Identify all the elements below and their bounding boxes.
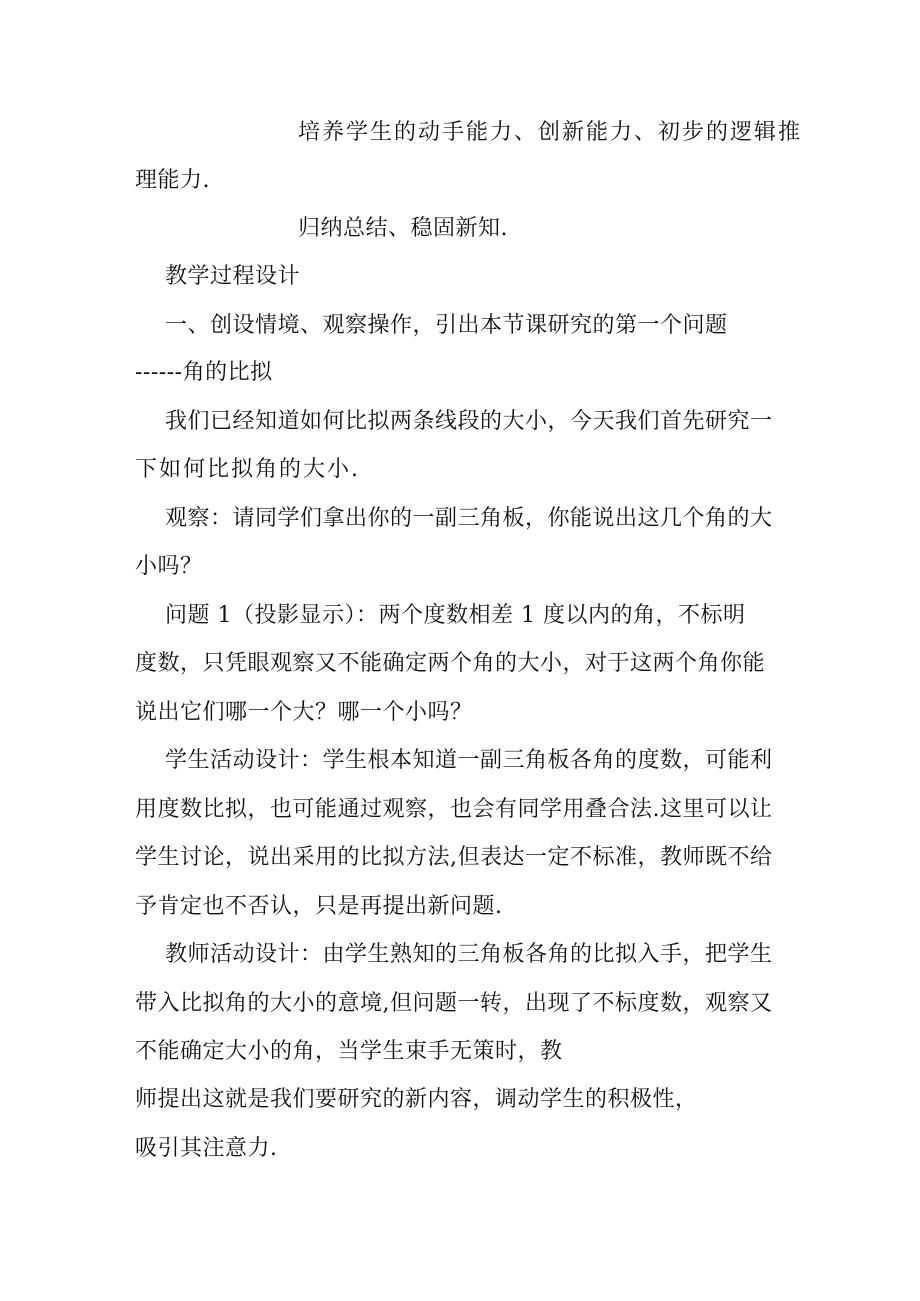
- text-line-12: 度数，只凭眼观察又不能确定两个角的大小，对于这两个角你能: [135, 651, 766, 676]
- text-line-13: 说出它们哪一个大？哪一个小吗？: [135, 700, 473, 725]
- text-line-2: 理能力.: [135, 168, 210, 193]
- text-line-6: ------角的比拟: [135, 360, 273, 385]
- text-line-1: 培养学生的动手能力、创新能力、初步的逻辑推: [298, 120, 803, 145]
- text-line-8: 下如何比拟角的大小.: [135, 457, 360, 482]
- text-line-19: 带入比拟角的大小的意境,但问题一转，出现了不标度数，观察又: [135, 991, 773, 1016]
- text-line-14: 学生活动设计：学生根本知道一副三角板各角的度数，可能利: [165, 748, 773, 773]
- text-line-4: 教学过程设计: [165, 264, 301, 289]
- text-line-3: 归纳总结、稳固新知.: [298, 216, 508, 241]
- text-line-11: 问题 1（投影显示）：两个度数相差 1 度以内的角，不标明: [165, 603, 746, 628]
- text-line-10: 小吗？: [135, 554, 203, 579]
- text-line-9: 观察：请同学们拿出你的一副三角板，你能说出这几个角的大: [165, 506, 773, 531]
- text-line-17: 予肯定也不否认，只是再提出新问题.: [135, 894, 503, 919]
- text-line-5: 一、创设情境、观察操作，引出本节课研究的第一个问题: [165, 313, 728, 338]
- text-line-22: 吸引其注意力.: [135, 1136, 278, 1161]
- text-line-16: 学生讨论，说出采用的比拟方法,但表达一定不标准，教师既不给: [135, 845, 773, 870]
- text-line-21: 师提出这就是我们要研究的新内容，调动学生的积极性，: [135, 1087, 698, 1112]
- text-line-18: 教师活动设计：由学生熟知的三角板各角的比拟入手，把学生: [165, 942, 773, 967]
- text-line-7: 我们已经知道如何比拟两条线段的大小，今天我们首先研究一: [165, 409, 773, 434]
- text-line-15: 用度数比拟，也可能通过观察，也会有同学用叠合法.这里可以让: [135, 797, 773, 822]
- text-line-20: 不能确定大小的角，当学生束手无策时，教: [135, 1039, 563, 1064]
